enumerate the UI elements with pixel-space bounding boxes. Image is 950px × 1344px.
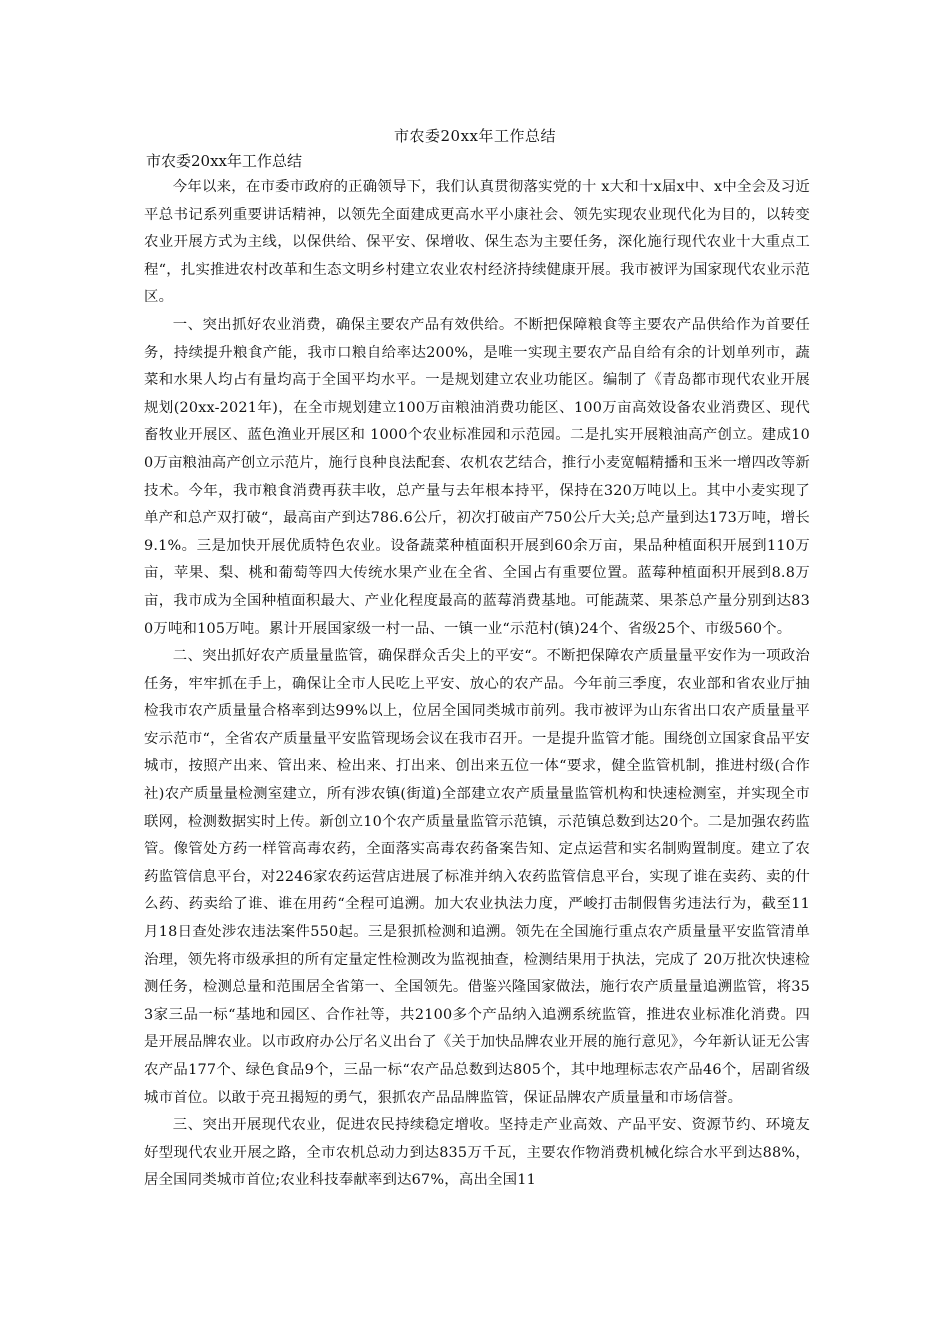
document-body	[144, 174, 810, 1195]
paragraph-section-1: 一、突出抓好农业消费，确保主要农产品有效供给。不断把保障粮食等主要农产品供给作为首要任务，持续提升粮食产能，我市口粮自给率达200%，是唯一实现主要农产品自给有余的计划单列市，蔬菜和水果人均占有量均高于全国平均水平。一是规划建立农业功能区。编制了《青岛都市现代农业开展规划(20xx-2021年)，在全市规划建立100万亩粮油消费功能区、100万亩高效设备农业消费区、现代畜牧业开展区、蓝色渔业开展区和 1000个农业标准园和示范园。二是扎实开展粮油高产创立。建成100万亩粮油高产创立示范片，施行良种良法配套、农机农艺结合，推行小麦宽幅精播和玉米一增四改等新技术。今年，我市粮食消费再获丰收，总产量与去年根本持平，保持在320万吨以上。其中小麦实现了单产和总产双打破“，最高亩产到达786.6公斤，初次打破亩产750公斤大关;总产量到达173万吨，增长9.1%。三是加快开展优质特色农业。设备蔬菜种植面积开展到60余万亩，果品种植面积开展到110万亩，苹果、梨、桃和葡萄等四大传统水果产业在全省、全国占有重要位置。蓝莓种植面积开展到8.8万亩，我市成为全国种植面积最大、产业化程度最高的蓝莓消费基地。可能蔬菜、果茶总产量分别到达830万吨和105万吨。累计开展国家级一村一品、一镇一业“示范村(镇)24个、省级25个、市级560个。	[144, 316, 810, 637]
document-subtitle: 市农委20xx年工作总结	[146, 152, 303, 170]
paragraph-section-3: 三、突出开展现代农业，促进农民持续稳定增收。坚持走产业高效、产品平安、资源节约、环境友好型现代农业开展之路，全市农机总动力到达835万千瓦，主要农作物消费机械化综合水平到达88%，居全国同类城市首位;农业科技奉献率到达67%，高出全国11	[144, 1117, 810, 1189]
paragraph-intro: 今年以来，在市委市政府的正确领导下，我们认真贯彻落实党的十 x大和十x届x中、x中全会及习近平总书记系列重要讲话精神，以领先全面建成更高水平小康社会、领先实现农业现代化为目的，以转变农业开展方式为主线，以保供给、保平安、保增收、保生态为主要任务，深化施行现代农业十大重点工程“，扎实推进农村改革和生态文明乡村建立农业农村经济持续健康开展。我市被评为国家现代农业示范区。	[144, 179, 810, 306]
document-title: 市农委20xx年工作总结	[393, 127, 556, 145]
paragraph-section-2: 二、突出抓好农产质量量监管，确保群众舌尖上的平安“。不断把保障农产质量量平安作为一项政治任务，牢牢抓在手上，确保让全市人民吃上平安、放心的农产品。今年前三季度，农业部和省农业厅抽检我市农产质量量合格率到达99%以上，位居全国同类城市前列。我市被评为山东省出口农产质量量平安示范市“，全省农产质量量平安监管现场会议在我市召开。一是提升监管才能。围绕创立国家食品平安城市，按照产出来、管出来、检出来、打出来、创出来五位一体“要求，健全监管机制，推进村级(合作社)农产质量量检测室建立，所有涉农镇(街道)全部建立农产质量量监管机构和快速检测室，并实现全市联网，检测数据实时上传。新创立10个农产质量量监管示范镇，示范镇总数到达20个。二是加强农药监管。像管处方药一样管高毒农药，全面落实高毒农药备案告知、定点运营和实名制购置制度。建立了农药监管信息平台，对2246家农药运营店进展了标准并纳入农药监管信息平台，实现了谁在卖药、卖的什么药、药卖给了谁、谁在用药“全程可追溯。加大农业执法力度，严峻打击制假售劣违法行为，截至11月18日查处涉农违法案件550起。三是狠抓检测和追溯。领先在全国施行重点农产质量量平安监管清单治理，领先将市级承担的所有定量定性检测改为监视抽查，检测结果用于执法，完成了 20万批次快速检测任务，检测总量和范围居全省第一、全国领先。借鉴兴隆国家做法，施行农产质量量追溯监管，将353家三品一标“基地和园区、合作社等，共2100多个产品纳入追溯系统监管，推进农业标准化消费。四是开展品牌农业。以市政府办公厅名义出台了《关于加快品牌农业开展的施行意见》，今年新认证无公害农产品177个、绿色食品9个，三品一标“农产品总数到达805个，其中地理标志农产品46个，居副省级城市首位。以敢于亮丑揭短的勇气，狠抓农产品品牌监管，保证品牌农产质量量和市场信誉。	[144, 648, 810, 1106]
